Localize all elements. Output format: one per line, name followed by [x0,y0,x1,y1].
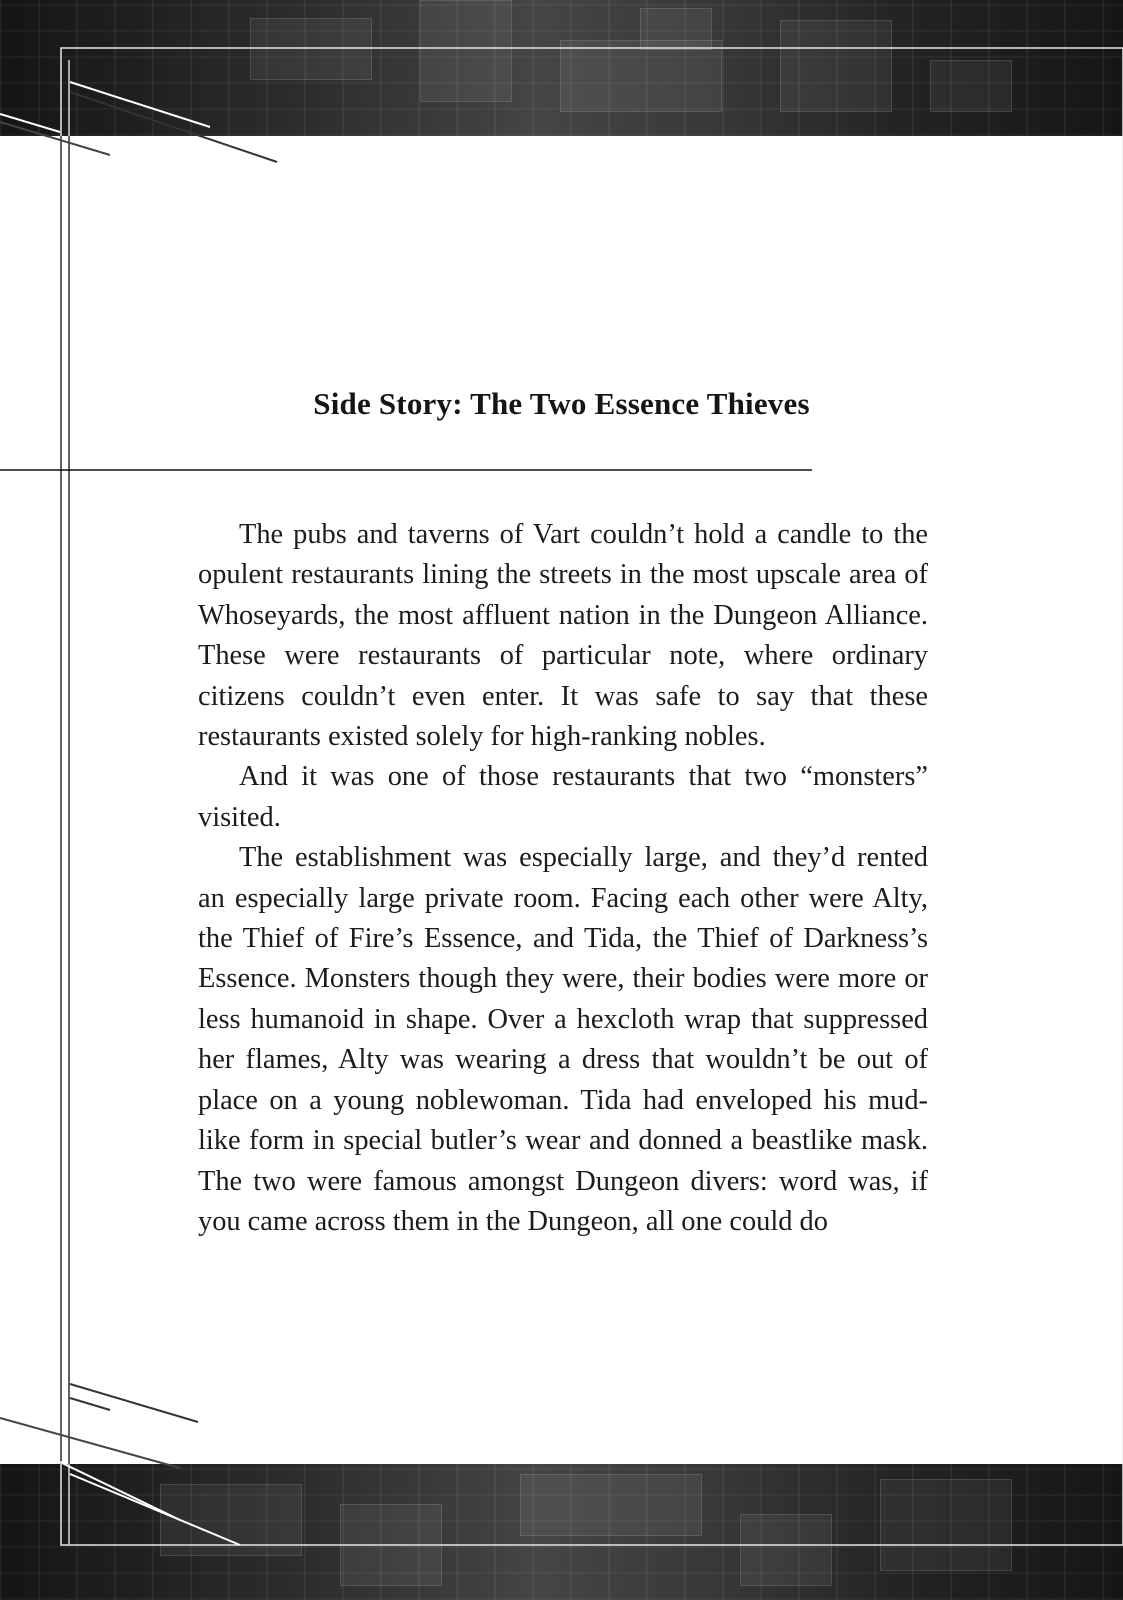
paragraph: And it was one of those restaurants that two “monsters” visited. [198,761,928,833]
bottom-decorative-band [0,1464,1123,1600]
top-decorative-band [0,0,1123,136]
body-text [198,515,928,1242]
paragraph: The pubs and taverns of Vart couldn’t hold a candle to the opulent restaurants lining the streets in the most upscale area of Whoseyards, the most affluent nation in the Dungeon Alliance. These were restaurants of particular note, where ordinary citizens couldn’t even enter. It was safe to say that these restaurants existed solely for high-ranking nobles. [198,519,928,753]
paragraph: The establishment was especially large, and they’d rented an especially large private room. Facing each other were Alty, the Thief of Fire’s Essence, and Tida, the Thief of Darkness’s Essence. Monsters though they were, their bodies were more or less humanoid in shape. Over a hexcloth wrap that suppressed her flames, Alty was wearing a dress that wouldn’t be out of place on a young noblewoman. Tida had enveloped his mud-like form in special butler’s wear and donned a beastlike mask. The two were famous amongst Dungeon divers: word was, if you came across them in the Dungeon, all one could do [198,842,928,1237]
chapter-title: Side Story: The Two Essence Thieves [313,386,810,421]
